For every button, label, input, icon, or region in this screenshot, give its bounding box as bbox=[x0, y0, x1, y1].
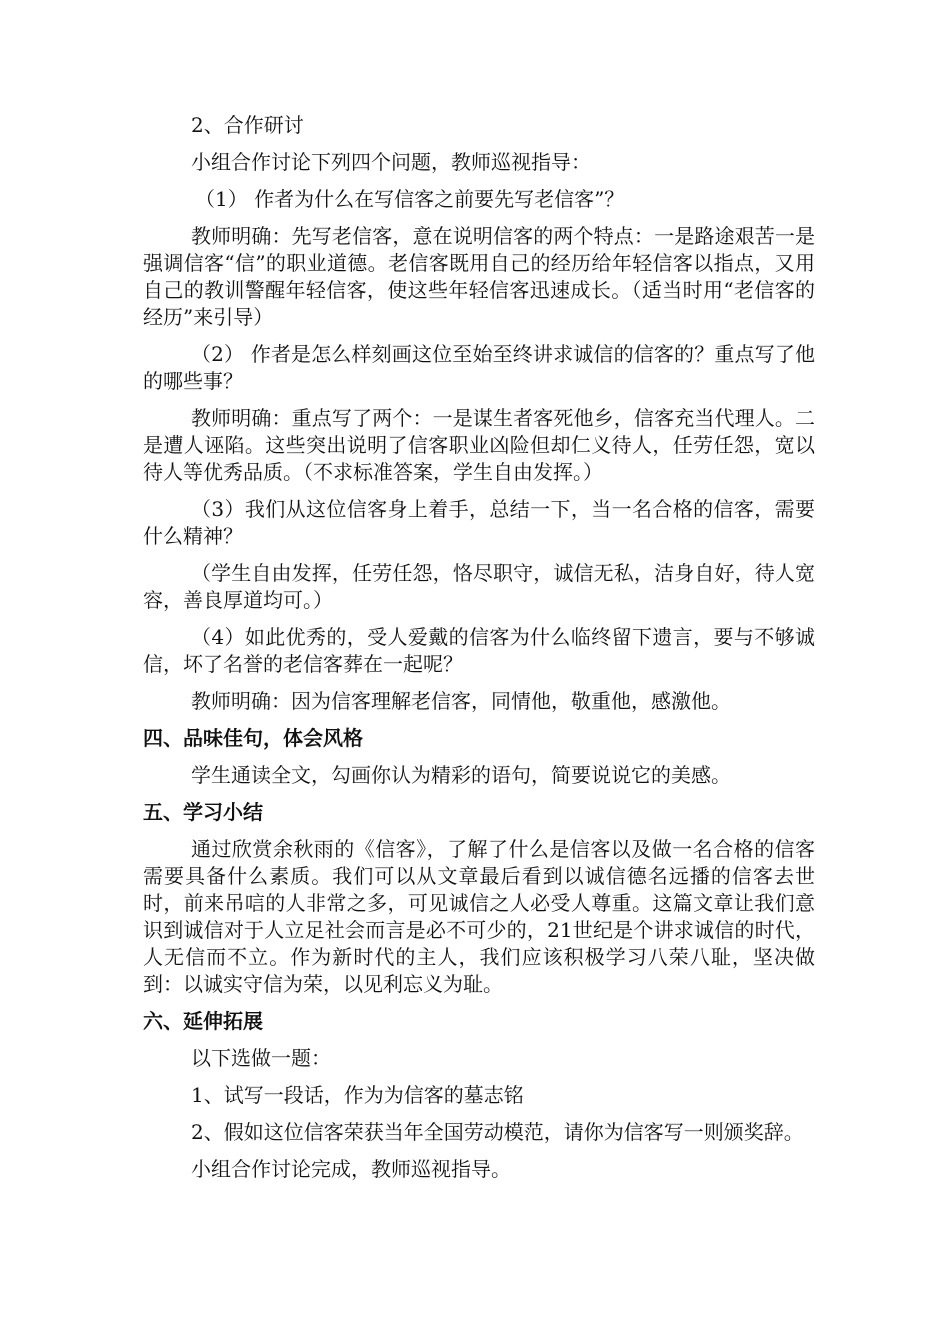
question-4: （4）如此优秀的，受人爱戴的信客为什么临终留下遗言，要与不够诚信，坏了名誉的老信客葬在一起呢？ bbox=[143, 625, 815, 676]
section-heading-4: 四、品味佳句，体会风格 bbox=[143, 726, 363, 750]
answer-1: 教师明确：先写老信客，意在说明信客的两个特点：一是路途艰苦一是强调信客“信”的职业道德。老信客既用自己的经历给年轻信客以指点，又用自己的教训警醒年轻信客，使这些年轻信客迅速成长。（适当时用“老信客的经历”来引导） bbox=[143, 224, 815, 329]
section-heading-6: 六、延伸拓展 bbox=[143, 1009, 263, 1033]
answer-4: 教师明确：因为信客理解老信客，同情他，敬重他，感激他。 bbox=[191, 689, 731, 713]
question-1: （1） 作者为什么在写信客之前要先写老信客”？ bbox=[195, 187, 625, 211]
summary-paragraph: 通过欣赏余秋雨的《信客》，了解了什么是信客以及做一名合格的信客需要具备什么素质。我们可以从文章最后看到以诚信德名远播的信客去世时，前来吊唁的人非常之多，可见诚信之人必受人尊重。这篇文章让我们意识到诚信对于人立足社会而言是必不可少的，21世纪是个讲求诚信的时代，人无信而不立。作为新时代的主人，我们应该积极学习八荣八耻，坚决做到：以诚实守信为荣，以见利忘义为耻。 bbox=[143, 837, 815, 996]
paragraph: 小组合作讨论完成，教师巡视指导。 bbox=[191, 1157, 511, 1181]
task-1: 1、试写一段话，作为为信客的墓志铭 bbox=[191, 1083, 524, 1107]
section-heading-5: 五、学习小结 bbox=[143, 800, 263, 824]
section-subtitle: 2、合作研讨 bbox=[191, 113, 304, 137]
question-3: （3）我们从这位信客身上着手，总结一下，当一名合格的信客，需要什么精神？ bbox=[143, 497, 815, 548]
question-2: （2） 作者是怎么样刻画这位至始至终讲求诚信的信客的？重点写了他的哪些事？ bbox=[143, 342, 815, 393]
document-page bbox=[143, 112, 815, 1193]
answer-3: （学生自由发挥，任劳任怨，恪尽职守，诚信无私，洁身自好，待人宽容，善良厚道均可。） bbox=[143, 561, 815, 612]
task-2: 2、假如这位信客荣获当年全国劳动模范，请你为信客写一则颁奖辞。 bbox=[191, 1120, 804, 1144]
answer-2: 教师明确：重点写了两个：一是谋生者客死他乡，信客充当代理人。二是遭人诬陷。这些突出说明了信客职业凶险但却仁义待人，任劳任怨，宽以待人等优秀品质。（不求标准答案，学生自由发挥。） bbox=[143, 406, 815, 484]
paragraph: 学生通读全文，勾画你认为精彩的语句，简要说说它的美感。 bbox=[191, 763, 731, 787]
paragraph: 小组合作讨论下列四个问题，教师巡视指导： bbox=[191, 150, 591, 174]
paragraph: 以下选做一题： bbox=[191, 1046, 331, 1070]
